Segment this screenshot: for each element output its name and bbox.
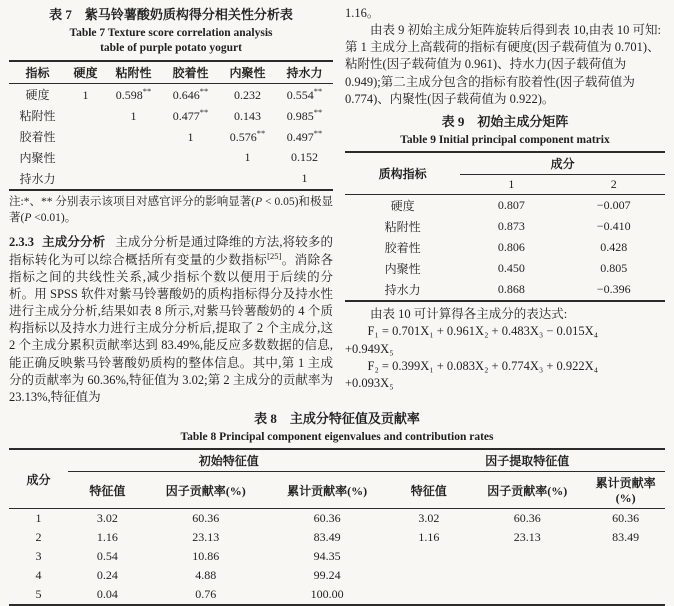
cell: 60.36	[313, 511, 341, 526]
cell: −0.007	[596, 198, 631, 213]
table-row	[9, 126, 333, 147]
cell: 83.49	[313, 530, 341, 545]
cell: −0.396	[596, 282, 631, 297]
col-header-eigenvalue: 特征值	[68, 472, 147, 509]
cell: 0.873	[497, 219, 525, 234]
cell	[219, 105, 276, 126]
cell: 0.806	[497, 240, 525, 255]
component-number: 3	[35, 549, 42, 564]
cell	[105, 105, 162, 126]
table7-correlation	[9, 60, 333, 191]
table8-block	[9, 411, 665, 606]
section-2-3-3-paragraph	[9, 234, 333, 406]
cell	[276, 147, 333, 168]
table7-footnote	[9, 194, 333, 227]
right-column	[345, 5, 665, 406]
table-row	[9, 105, 333, 126]
cell	[219, 126, 276, 147]
cell	[586, 547, 665, 566]
table9-title-zh: 表 9 初始主成分矩阵	[441, 113, 569, 129]
body-text: 。消除各指标之间的共线性关系,减少指标个数以便用于后续的分析。用 SPSS 软件对紫马铃薯酸奶的质构指标得分及持水性进行主成分分析,结果如表 8 所示,对紫马铃薯酸奶的 4 个质构指标以及持水力进行主成分分析后,提取了 2 个主成分,这 2 个主成分累积贡献率达到 83.49%,能反应多数数据的信息,能正确反映紫马铃薯酸奶质构的整体信息。其中,第 1 主成分的贡献率为 60.36%,特征值为 3.02;第 2 主成分的贡献率为 23.13%,特征值为	[9, 252, 333, 404]
cell	[162, 126, 219, 147]
table9-block	[345, 114, 665, 302]
group-header-component: 成分	[460, 152, 665, 175]
cell	[105, 83, 162, 105]
row-label: 粘附性	[19, 108, 56, 123]
cell	[389, 585, 468, 605]
cell-value: 1	[244, 149, 251, 164]
cell	[105, 147, 162, 168]
cell-value: 0.477	[172, 108, 200, 123]
significance-stars: **	[199, 106, 209, 117]
cell	[276, 126, 333, 147]
row-label: 胶着性	[19, 129, 56, 144]
table7-header-row	[9, 61, 333, 84]
col-header: 胶着性	[162, 61, 219, 84]
table9-matrix	[345, 151, 665, 302]
table9-title-en: Table 9 Initial principal component matrix	[400, 133, 610, 146]
cell-value: 0.598	[115, 87, 143, 102]
cell-value: 0.576	[229, 129, 257, 144]
cell: 83.49	[612, 530, 640, 545]
cell-value: 0.985	[286, 108, 314, 123]
col-header-cumulative-contribution: 累计贡献率(%)	[265, 472, 390, 509]
col-header: 内聚性	[219, 61, 276, 84]
table-row	[345, 195, 665, 217]
significance-stars: **	[142, 85, 152, 96]
cell	[468, 566, 586, 585]
table-row	[9, 528, 665, 547]
footnote-text: 注:*、** 分别表示该项目对感官评分的影响显著(	[9, 195, 256, 208]
table-row	[9, 509, 665, 529]
col-header-component-2: 2	[563, 175, 665, 195]
cell	[468, 585, 586, 605]
row-label: 胶着性	[384, 241, 421, 256]
table8-subheader-row	[9, 472, 665, 509]
cell-value: 1	[301, 170, 308, 185]
cell	[219, 83, 276, 105]
footnote-text: <0.01)。	[31, 212, 77, 225]
cell: 94.35	[313, 549, 341, 564]
table-row	[9, 168, 333, 190]
cell: 60.36	[192, 511, 220, 526]
cell	[389, 547, 468, 566]
cell	[162, 147, 219, 168]
cell: 60.36	[612, 511, 640, 526]
row-label: 内聚性	[19, 150, 56, 165]
cell	[105, 126, 162, 147]
table9-group-header-row	[345, 152, 665, 175]
cell	[586, 566, 665, 585]
cell: 3.02	[96, 511, 118, 526]
col-header: 硬度	[66, 61, 105, 84]
cell	[276, 168, 333, 190]
significance-stars: **	[256, 127, 266, 138]
cell: 4.88	[195, 568, 217, 583]
col-header-texture-index: 质构指标	[345, 152, 460, 195]
cell	[66, 105, 105, 126]
cell	[468, 547, 586, 566]
group-header-initial-eigenvalues: 初始特征值	[68, 449, 389, 472]
cell-value: 0.497	[286, 129, 314, 144]
cell-value: 0.143	[233, 108, 261, 123]
carryover-line: 1.16。	[345, 6, 380, 20]
table-row	[345, 237, 665, 258]
table7-title-en-line2: table of purple potato yogurt	[100, 42, 242, 55]
cell-value: 0.554	[286, 87, 314, 102]
cell: 0.54	[96, 549, 118, 564]
cell	[276, 83, 333, 105]
significance-stars: **	[199, 85, 209, 96]
p-value-symbol: P	[255, 195, 263, 208]
cell	[105, 168, 162, 190]
cell: 23.13	[513, 530, 541, 545]
cell	[66, 147, 105, 168]
cell: 99.24	[313, 568, 341, 583]
table-row	[9, 547, 665, 566]
cell: 1.16	[418, 530, 440, 545]
component-number: 5	[35, 587, 42, 602]
row-label: 持水力	[384, 283, 421, 298]
section-number: 2.3.3	[9, 234, 34, 249]
rotation-paragraph: 由表 9 初始主成分矩阵旋转后得到表 10,由表 10 可知:第 1 主成分上高载荷的指标有硬度(因子载荷值为 0.701)、粘附性(因子载荷值为 0.961)、持水力(因子载荷值为 0.949);第二主成分包含的指标有胶着性(因子载荷值为 0.774)、内聚性(因子载荷值为 0.922)。	[345, 23, 661, 106]
formula-f1-line1: F₁ = 0.701X₁ + 0.961X₂ + 0.483X₃ − 0.015X₄	[367, 324, 599, 339]
cell: 0.868	[497, 282, 525, 297]
citation-ref: [25]	[267, 250, 282, 261]
cell: 10.86	[192, 549, 220, 564]
table-row	[9, 566, 665, 585]
formula-f2-line1: F₂ = 0.399X₁ + 0.083X₂ + 0.774X₃ + 0.922X₄	[367, 358, 599, 373]
cell-value: 0.232	[233, 87, 261, 102]
cell: 0.24	[96, 568, 118, 583]
cell	[66, 126, 105, 147]
table-row	[345, 258, 665, 279]
cell	[276, 105, 333, 126]
group-header-extracted-eigenvalues: 因子提取特征值	[389, 449, 665, 472]
component-number: 4	[35, 568, 42, 583]
cell: 0.807	[497, 198, 525, 213]
table7-title-en-line1: Table 7 Texture score correlation analysis	[69, 26, 273, 39]
two-column-area	[9, 5, 665, 406]
cell-value: 1	[187, 129, 194, 144]
row-label: 持水力	[19, 171, 56, 186]
table-row	[9, 83, 333, 105]
p-value-symbol: P	[24, 212, 32, 225]
cell	[66, 83, 105, 105]
cell	[219, 168, 276, 190]
table-row	[345, 216, 665, 237]
cell	[389, 566, 468, 585]
table-row	[345, 279, 665, 301]
significance-stars: **	[313, 106, 323, 117]
table-row	[9, 147, 333, 168]
col-header-component: 成分	[9, 449, 68, 509]
cell	[219, 147, 276, 168]
cell-value: 1	[82, 87, 89, 102]
cell: 0.428	[600, 240, 628, 255]
cell: 0.805	[600, 261, 628, 276]
cell: 60.36	[513, 511, 541, 526]
col-header: 指标	[9, 61, 66, 84]
body-text: 主成分分析是通过降维的方法,将较多的指标转化为可以综合概括所有变量的少数指标	[9, 234, 333, 267]
cell: 0.450	[497, 261, 525, 276]
cell	[66, 168, 105, 190]
component-number: 2	[35, 530, 42, 545]
cell-value: 0.646	[172, 87, 200, 102]
cell: 1.16	[96, 530, 118, 545]
cell	[586, 585, 665, 605]
section-heading: 主成分分析	[42, 234, 106, 249]
cell: 0.76	[195, 587, 217, 602]
col-header-factor-contribution: 因子贡献率(%)	[147, 472, 265, 509]
cell-value: 0.152	[290, 149, 318, 164]
formula-intro: 由表 10 可计算得各主成分的表达式:	[370, 307, 568, 322]
significance-stars: **	[313, 127, 323, 138]
cell: 100.00	[310, 587, 344, 602]
table8-title-en: Table 8 Principal component eigenvalues and contribution rates	[180, 430, 494, 443]
table8-title-zh: 表 8 主成分特征值及贡献率	[254, 410, 420, 426]
cell: 0.04	[96, 587, 118, 602]
cell	[162, 105, 219, 126]
cell-value: 1	[130, 108, 137, 123]
table-row	[9, 585, 665, 605]
col-header-eigenvalue: 特征值	[389, 472, 468, 509]
cell	[162, 168, 219, 190]
col-header: 粘附性	[105, 61, 162, 84]
footnote-text: < 0.05)和极显著(	[9, 195, 333, 225]
cell: 3.02	[418, 511, 440, 526]
row-label: 硬度	[390, 199, 415, 214]
col-header: 持水力	[276, 61, 333, 84]
left-column	[9, 5, 333, 406]
col-header-cumulative-contribution: 累计贡献率(%)	[586, 472, 665, 509]
formula-f2-line2: +0.093X₅	[345, 376, 394, 391]
cell: −0.410	[596, 219, 631, 234]
formula-block	[345, 306, 665, 392]
cell: 23.13	[192, 530, 220, 545]
cell	[162, 83, 219, 105]
col-header-factor-contribution: 因子贡献率(%)	[468, 472, 586, 509]
row-label: 内聚性	[384, 262, 421, 277]
significance-stars: **	[313, 85, 323, 96]
table8-group-header-row	[9, 449, 665, 472]
table8-eigenvalues	[9, 448, 665, 606]
table7-title-zh: 表 7 紫马铃薯酸奶质构得分相关性分析表	[49, 7, 293, 22]
row-label: 硬度	[25, 87, 50, 102]
component-number: 1	[35, 511, 42, 526]
col-header-component-1: 1	[460, 175, 562, 195]
formula-f1-line2: +0.949X₅	[345, 341, 394, 356]
row-label: 粘附性	[384, 220, 421, 235]
